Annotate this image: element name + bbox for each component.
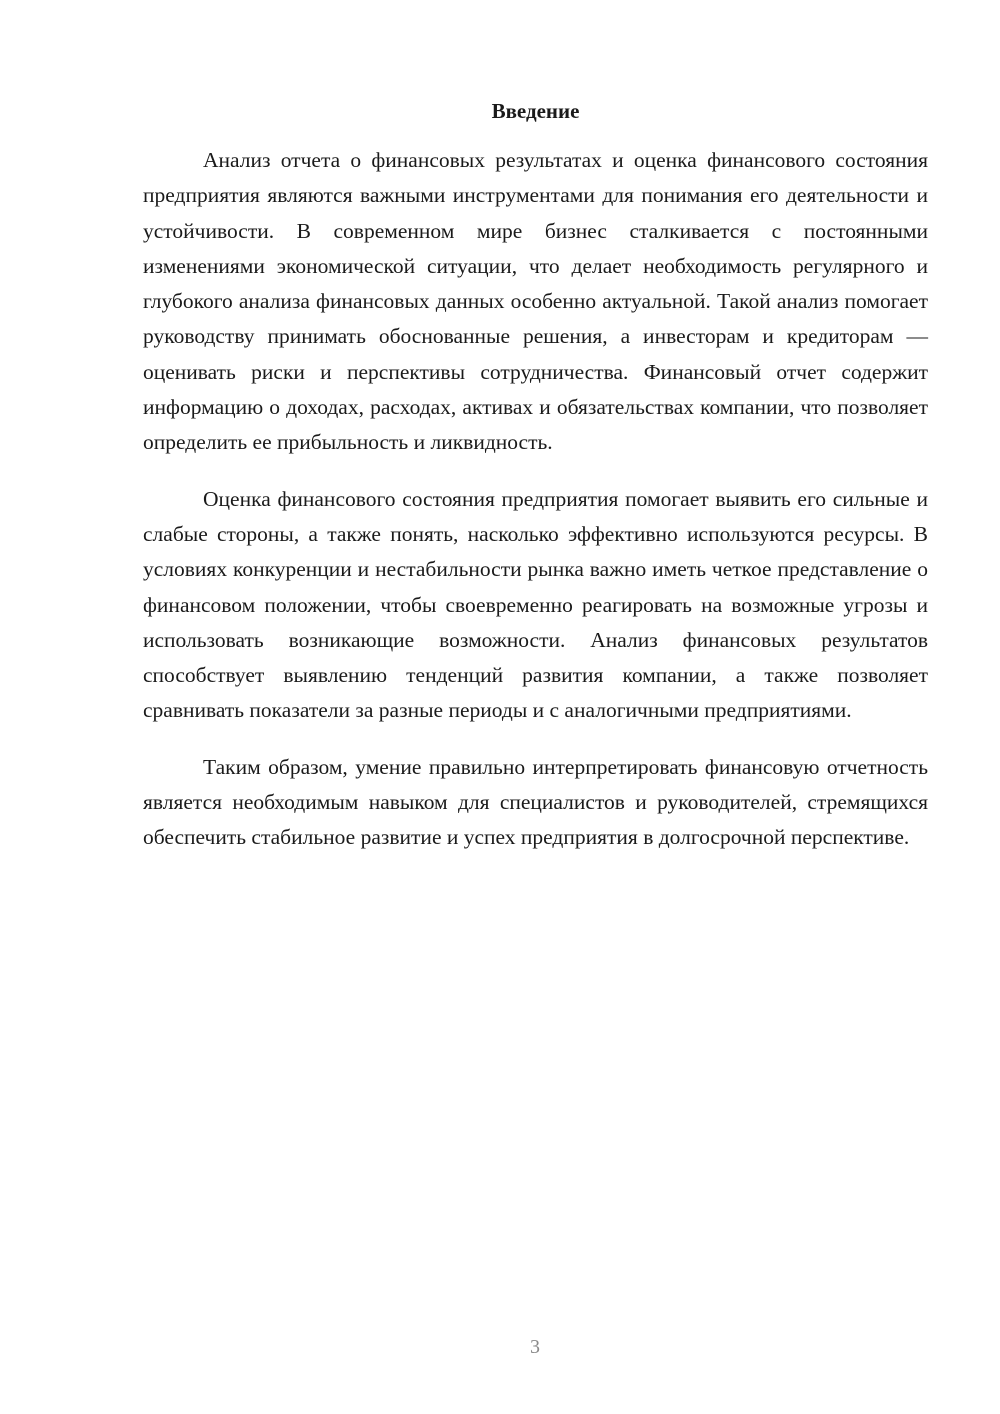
- paragraph-1: Анализ отчета о финансовых результатах и оценка финансового состояния предприятия являются важными инструментами для понимания его деятельности и устойчивости. В современном мире бизнес сталкивается с постоянными изменениями экономической ситуации, что делает необходимость регулярного и глубокого анализа финансовых данных особенно актуальной. Такой анализ помогает руководству принимать обоснованные решения, а инвесторам и кредиторам — оценивать риски и перспективы сотрудничества. Финансовый отчет содержит информацию о доходах, расходах, активах и обязательствах компании, что позволяет определить ее прибыльность и ликвидность.: [143, 148, 928, 455]
- paragraph-3: Таким образом, умение правильно интерпретировать финансовую отчетность является необходимым навыком для специалистов и руководителей, стремящихся обеспечить стабильное развитие и успех предприятия в долгосрочной перспективе.: [143, 754, 928, 850]
- body-text: [143, 143, 928, 877]
- page-number: 3: [530, 1336, 540, 1358]
- paragraph-2: Оценка финансового состояния предприятия помогает выявить его сильные и слабые стороны, а также понять, насколько эффективно используются ресурсы. В условиях конкуренции и нестабильности рынка важно иметь четкое представление о финансовом положении, чтобы своевременно реагировать на возможные угрозы и использовать возникающие возможности. Анализ финансовых результатов способствует выявлению тенденций развития компании, а также позволяет сравнивать показатели за разные периоды и с аналогичными предприятиями.: [143, 486, 928, 723]
- section-heading: Введение: [491, 99, 580, 123]
